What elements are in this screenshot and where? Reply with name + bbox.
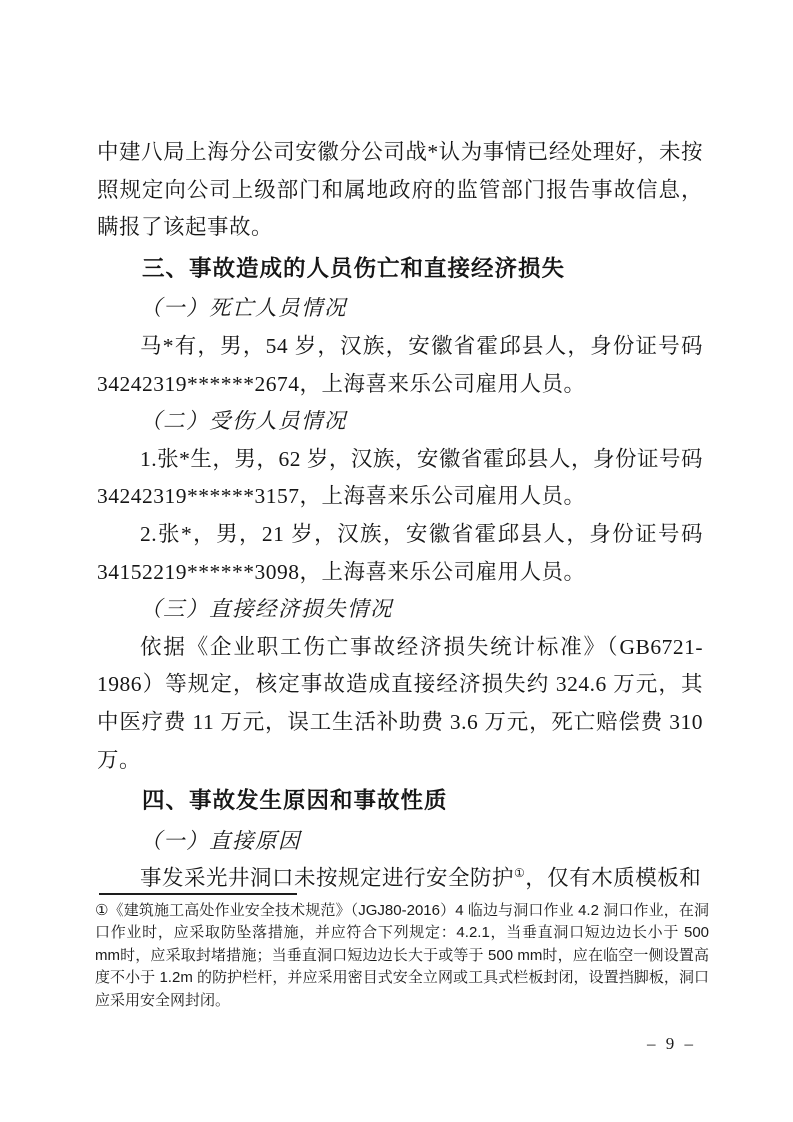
footnote-separator-line [99,893,297,895]
subheading-injured-persons: （二）受伤人员情况 [140,409,348,434]
paragraph-economic-loss-details: 依据《企业职工伤亡事故经济损失统计标准》（GB6721-1986）等规定，核定事故造成直接经济损失约 324.6 万元，其中医疗费 11 万元，误工生活补助费 3.6 万元，死亡赔偿费 310 万。 [97,634,703,772]
paragraph-underreporting-continuation: 中建八局上海分公司安徽分公司战*认为事情已经处理好，未按照规定向公司上级部门和属地政府的监管部门报告事故信息，瞒报了该起事故。 [97,140,703,240]
document-body [97,134,703,898]
paragraph-injured-person-2: 2.张*，男，21 岁，汉族，安徽省霍邱县人，身份证号码34152219******3098，上海喜来乐公司雇用人员。 [97,521,703,584]
subheading-deceased-persons: （一）死亡人员情况 [140,296,348,321]
section-heading-casualties-and-losses: 三、事故造成的人员伤亡和直接经济损失 [142,255,566,281]
footnote-reference-mark: ① [514,866,526,881]
subheading-direct-cause: （一）直接原因 [140,828,302,853]
paragraph-text-before-ref: 事发采光井洞口未按规定进行安全防护 [140,866,515,891]
page-number: – 9 – [647,1034,696,1053]
subheading-direct-economic-loss: （三）直接经济损失情况 [140,597,394,622]
footnote-text [95,900,709,1012]
paragraph-deceased-person-info: 马*有，男，54 岁，汉族，安徽省霍邱县人，身份证号码34242319******2674，上海喜来乐公司雇用人员。 [97,333,703,396]
section-heading-cause-and-nature: 四、事故发生原因和事故性质 [142,788,448,814]
paragraph-injured-person-1: 1.张*生，男，62 岁，汉族，安徽省霍邱县人，身份证号码34242319******3157，上海喜来乐公司雇用人员。 [97,446,703,509]
paragraph-text-after-ref: ，仅有木质模板和 [525,866,702,891]
footnote-marker: ① [95,902,109,919]
footnote-body: 《建筑施工高处作业安全技术规范》（JGJ80-2016）4 临边与洞口作业 4.2 洞口作业，在洞口作业时，应采取防坠落措施，并应符合下列规定：4.2.1，当垂直洞口短边边长小于 500 mm时，应采取封堵措施；当垂直洞口短边边长大于或等于 500 mm时，应在临空一侧设置高度不小于 1.2m 的防护栏杆，并应采用密目式安全立网或工具式栏板封闭，设置挡脚板，洞口应采用安全网封闭。 [95,902,709,1009]
